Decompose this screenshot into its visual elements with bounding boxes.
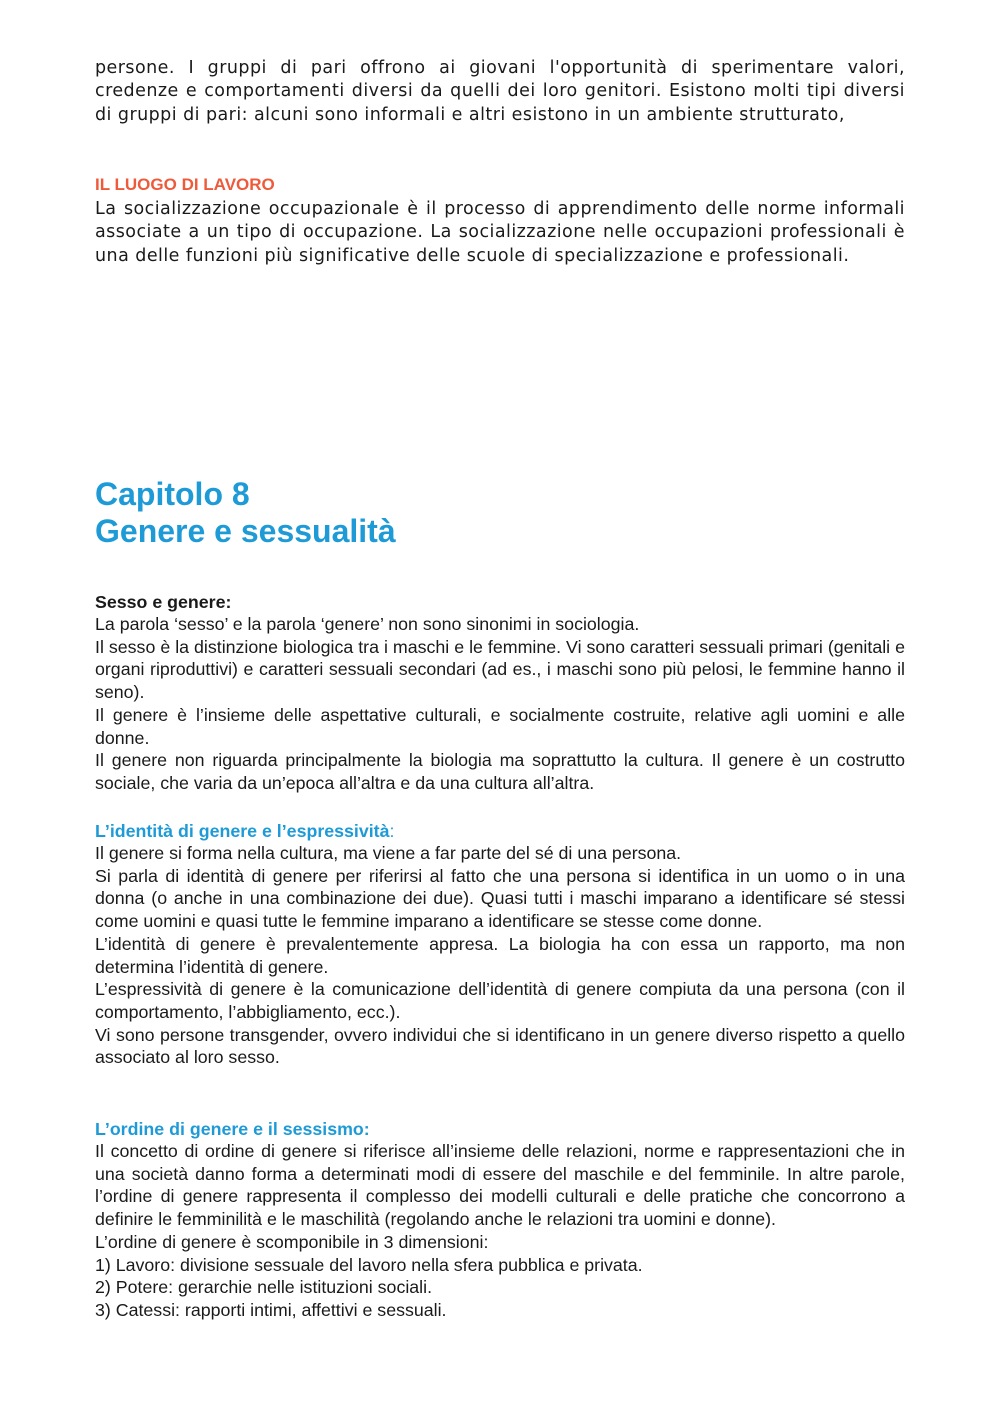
sex-gender-paragraph: Il genere è l’insieme delle aspettative culturali, e socialmente costruite, relative agli uomini e alle donne.: [95, 704, 905, 748]
identity-paragraph: L’espressività di genere è la comunicazione dell’identità di genere compiuta da una persona (con il comportamento, l’abbigliamento, ecc.).: [95, 979, 905, 1022]
sex-gender-heading: Sesso e genere:: [95, 592, 232, 612]
sex-gender-paragraph: Il genere non riguarda principalmente la biologia ma soprattutto la cultura. Il genere è un costrutto sociale, che varia da un’epoca all’altra e da una cultura all’altra.: [95, 750, 905, 793]
order-list-item: 1) Lavoro: divisione sessuale del lavoro nella sfera pubblica e privata.: [95, 1254, 643, 1275]
identity-paragraph: Si parla di identità di genere per riferirsi al fatto che una persona si identifica in un uomo o in una donna (o anche in una combinazione dei due). Quasi tutti i maschi imparano a identificare sé stessi come uomini e quasi tutte le femmine imparano a identificare se stesse come donne.: [95, 865, 905, 932]
work-section: [95, 175, 905, 268]
chapter-number: Capitolo 8: [95, 476, 250, 512]
identity-heading-colon: :: [389, 821, 395, 841]
chapter-title-block: [95, 476, 905, 550]
chapter-title: Genere e sessualità: [95, 513, 396, 549]
top-section: [95, 57, 905, 127]
sex-gender-section: [95, 591, 905, 795]
work-heading: IL LUOGO DI LAVORO: [95, 175, 275, 194]
identity-paragraph: Il genere si forma nella cultura, ma viene a far parte del sé di una persona.: [95, 843, 682, 863]
sex-gender-paragraph: La parola ‘sesso’ e la parola ‘genere’ non sono sinonimi in sociologia.: [95, 614, 640, 634]
peer-groups-paragraph: persone. I gruppi di pari offrono ai giovani l'opportunità di sperimentare valori, credenze e comportamenti diversi da quelli dei loro genitori. Esistono molti tipi diversi di gruppi di pari: alcuni sono informali e altri esistono in un ambiente strutturato,: [95, 58, 905, 125]
identity-section: [95, 820, 905, 1069]
identity-heading: [95, 820, 905, 842]
order-section: [95, 1118, 905, 1322]
work-paragraph: La socializzazione occupazionale è il processo di apprendimento delle norme informali associate a un tipo di occupazione. La socializzazione nelle occupazioni professionali è una delle funzioni più significative delle scuole di specializzazione e professionali.: [95, 199, 905, 266]
sex-gender-paragraph: Il sesso è la distinzione biologica tra i maschi e le femmine. Vi sono caratteri sessuali primari (genitali e organi riproduttivi) e caratteri sessuali secondari (ad es., i maschi sono più pelosi, le femmine hanno il seno).: [95, 636, 905, 703]
order-list-item: 3) Catessi: rapporti intimi, affettivi e sessuali.: [95, 1299, 447, 1320]
order-list-item: 2) Potere: gerarchie nelle istituzioni sociali.: [95, 1277, 433, 1298]
identity-heading-text: L’identità di genere e l’espressività: [95, 821, 390, 841]
order-heading: L’ordine di genere e il sessismo:: [95, 1119, 370, 1139]
order-paragraph: L’ordine di genere è scomponibile in 3 dimensioni:: [95, 1231, 489, 1252]
identity-paragraph: Vi sono persone transgender, ovvero individui che si identificano in un genere diverso rispetto a quello associato al loro sesso.: [95, 1024, 905, 1068]
order-paragraph: Il concetto di ordine di genere si riferisce all’insieme delle relazioni, norme e rappresentazioni che in una società danno forma a determinati modi di essere del maschile e del femminile. In altre parole, l’ordine di genere rappresenta il complesso dei modelli culturali e delle pratiche che concorrono a definire le femminilità e le maschilità (regolando anche le relazioni tra uomini e donne).: [95, 1141, 905, 1230]
identity-paragraph: L’identità di genere è prevalentemente appresa. La biologia ha con essa un rapporto, ma non determina l’identità di genere.: [95, 933, 905, 977]
